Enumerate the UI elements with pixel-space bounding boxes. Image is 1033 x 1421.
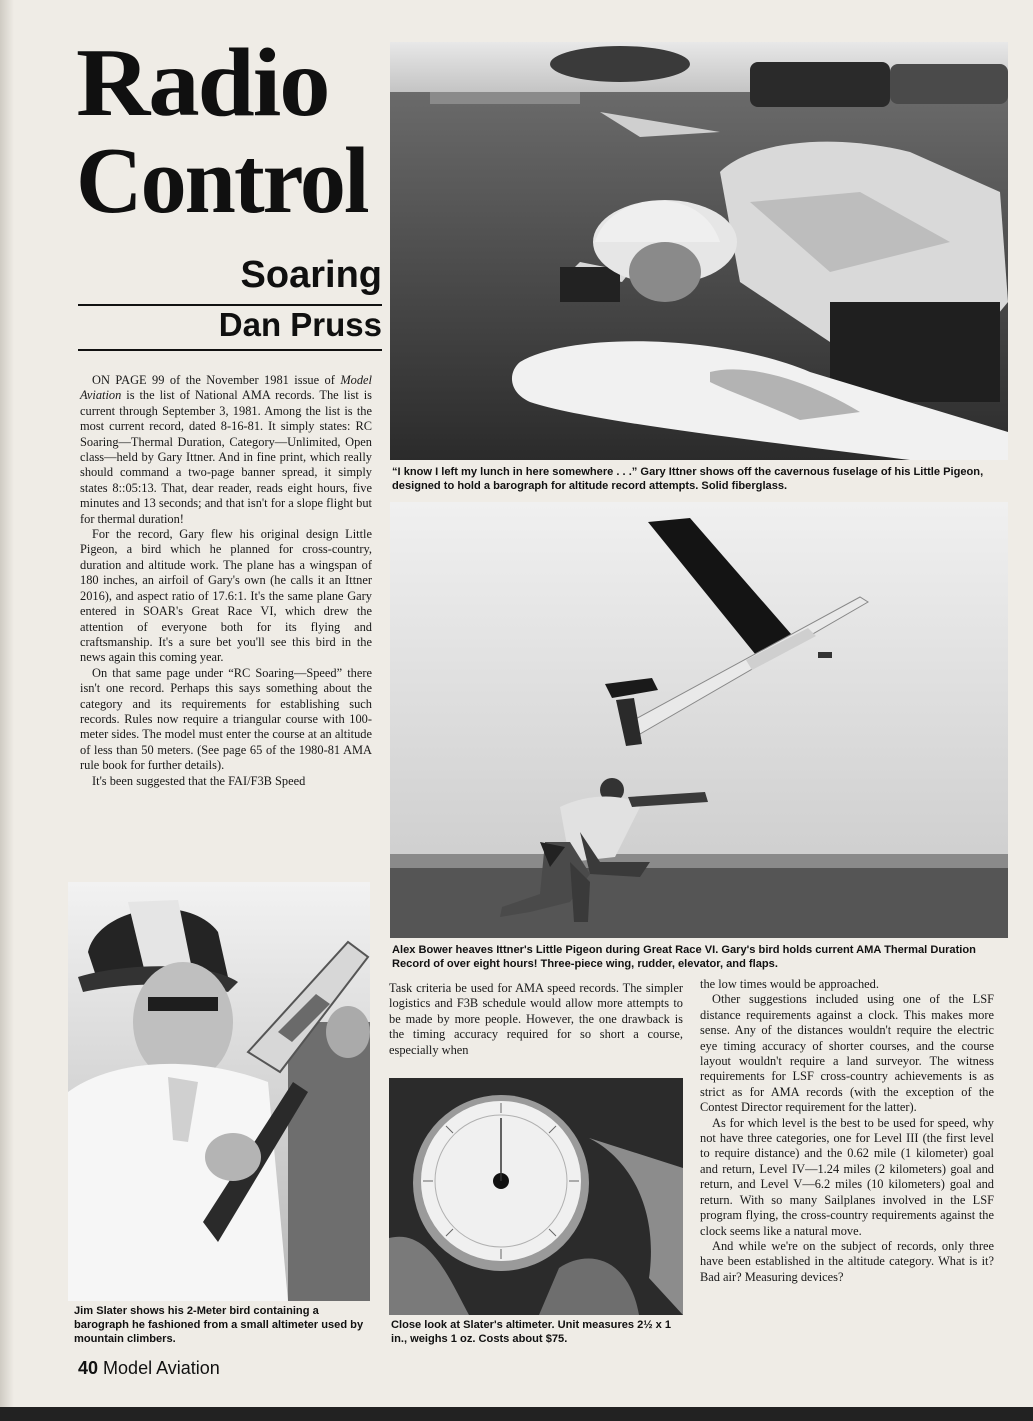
paragraph: Other suggestions included using one of the LSF distance requirements against a clock. This makes more sense. Any of the distances wouldn't require the electric eye timing accuracy of shorter courses, and the course layout wouldn't require a land surveyor. The witness requirements for LSF cross-country achievements is as strict as for AMA records (with the exception of the Contest Director requirement for the latter). — [700, 992, 994, 1115]
photo-image — [68, 882, 370, 1301]
photo-gary-ittner-fuselage — [390, 42, 1008, 460]
paragraph: And while we're on the subject of records, only three have been established in the altitude category. What is it? Bad air? Measuring devices? — [700, 1238, 994, 1284]
page-number: 40 — [78, 1358, 99, 1378]
photo-altimeter — [389, 1078, 683, 1315]
article-column-3 — [700, 977, 994, 1285]
article-column-1 — [80, 373, 372, 789]
paragraph: Task criteria be used for AMA speed records. The simpler logistics and F3B schedule would allow more attempts to be made by more people. However, the one drawback is the timing accuracy required for so short a course, especially when — [389, 981, 683, 1057]
paragraph: As for which level is the best to be used for speed, why not have three categories, one for Level III (the first level to require distance) and the 0.62 mile (1 kilometer) goal and return, Level IV—1.24 miles (2 kilometers) goal and return, and Level V—6.2 miles (10 kilometers) goal and return. With so many Sailplanes involved in the LSF program flying, the cross-country requirements against the clock seems like a natural move. — [700, 1115, 994, 1238]
magazine-name: Model Aviation — [103, 1358, 220, 1378]
page-footer — [78, 1358, 220, 1379]
photo-caption: Alex Bower heaves Ittner's Little Pigeon during Great Race VI. Gary's bird holds current AMA Thermal Duration Record of over eight hours! Three-piece wing, rudder, elevator, and flaps. — [392, 944, 976, 970]
paragraph: the low times would be approached. — [700, 977, 879, 991]
column-subtitle: Soaring — [240, 254, 382, 296]
page-edge — [0, 1407, 1033, 1421]
photo-image — [390, 502, 1008, 938]
divider-rule — [78, 349, 382, 351]
headline — [76, 29, 382, 233]
photo-image — [390, 42, 1008, 460]
photo-caption: “I know I left my lunch in here somewhere . . .” Gary Ittner shows off the cavernous fuselage of his Little Pigeon, designed to hold a barograph for altitude record attempts. Solid fiberglass. — [392, 466, 984, 492]
magazine-title-italic: Model Aviation — [80, 373, 372, 403]
paragraph: It's been suggested that the FAI/F3B Speed — [92, 773, 306, 788]
photo-alex-bower-launch — [390, 502, 1008, 938]
article-column-2 — [389, 981, 683, 1058]
paragraph: For the record, Gary flew his original design Little Pigeon, a bird which he planned for cross-country, duration and altitude work. The plane has a wingspan of 180 inches, an airfoil of Gary's own (he calls it an Ittner 2016), and aspect ratio of 17.6:1. It's the same plane Gary entered in SOAR's Great Race VI, which drew the attention of everyone both for its flying and craftsmanship. It's a sure bet you'll see this bird in the news again this coming year. — [80, 527, 372, 665]
photo-jim-slater — [68, 882, 370, 1301]
paragraph-text: is the list of National AMA records. The list is current through September 3, 1981. Among the list is the most current record, dated 8-16-81. It simply states: RC Soaring—Thermal Duration, Category—Unlimited, Open class—held by Gary Ittner. And in fine print, which really should command a two-page banner spread, it simply states 8::05:13. That, dear reader, reads eight hours, five minutes and 13 seconds; and that isn't for a slope flight but for thermal duration! — [80, 388, 372, 526]
photo-caption: Jim Slater shows his 2-Meter bird containing a barograph he fashioned from a small altimeter used by mountain climbers. — [74, 1305, 364, 1345]
author-byline: Dan Pruss — [218, 306, 382, 343]
photo-image — [389, 1078, 683, 1315]
title-line-radio: Radio — [76, 29, 329, 137]
paragraph-text: ON PAGE 99 of the November 1981 issue of — [92, 373, 341, 387]
photo-caption: Close look at Slater's altimeter. Unit measures 2½ x 1 in., weighs 1 oz. Costs about $75. — [391, 1319, 672, 1345]
paragraph: On that same page under “RC Soaring—Speed” there isn't one record. Perhaps this says something about the category and its requirements for establishing such records. Rules now require a triangular course with 100-meter sides. The model must enter the course at an altitude of less than 50 meters. (See page 65 of the 1980-81 AMA rule book for further details). — [80, 665, 372, 773]
page-edge — [0, 0, 14, 1421]
paragraph — [80, 373, 372, 527]
title-line-control: Control — [76, 129, 368, 233]
